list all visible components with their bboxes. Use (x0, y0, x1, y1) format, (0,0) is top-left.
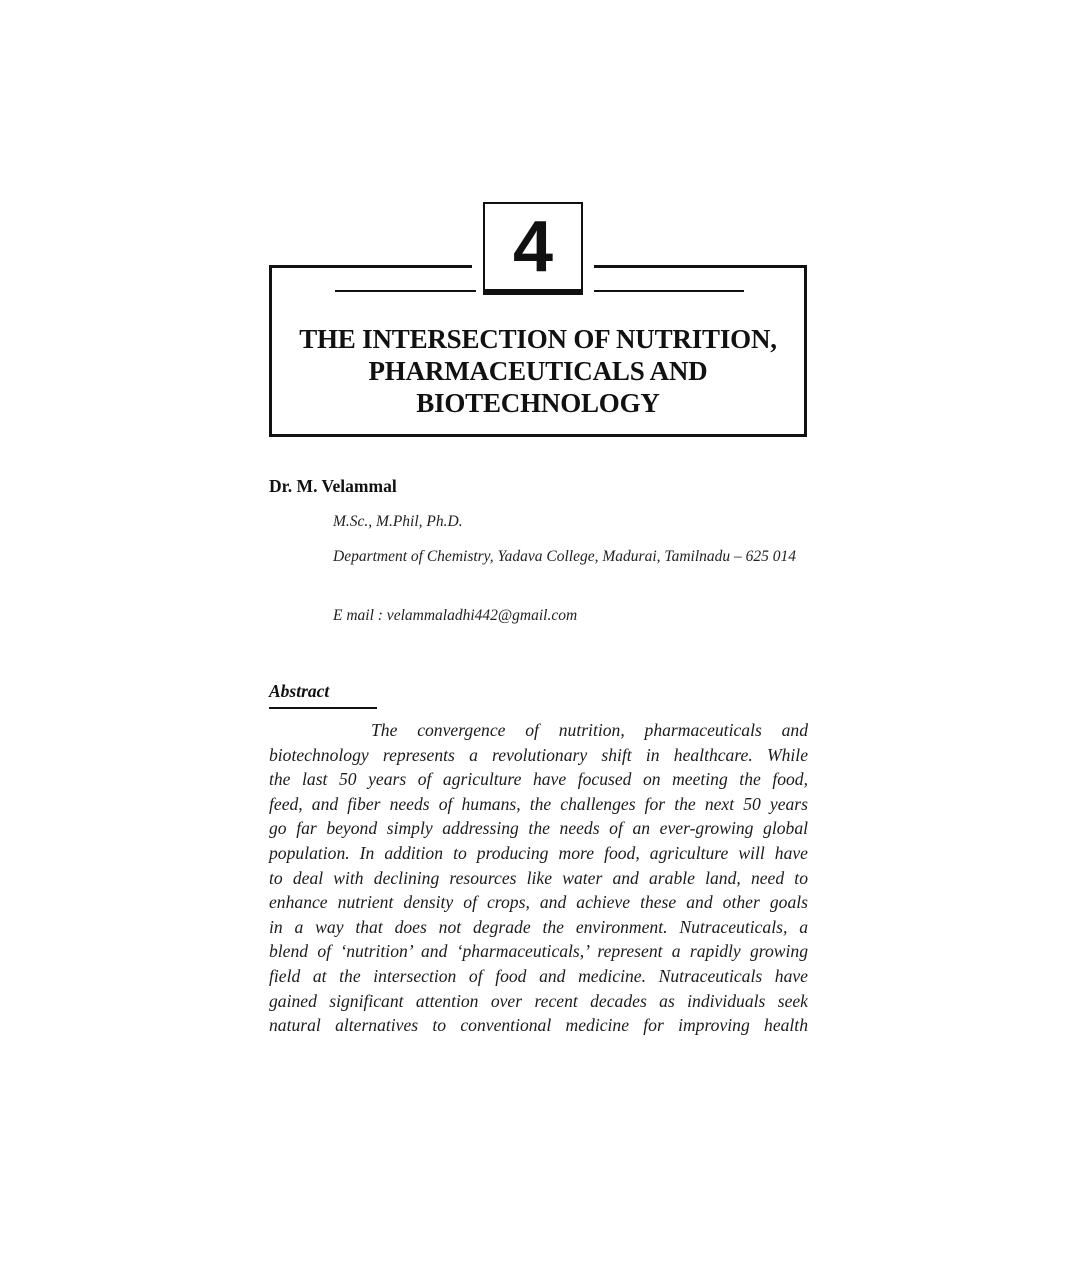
abstract-body (269, 718, 808, 1038)
abstract-line: go far beyond simply addressing the needs of an ever-growing global (269, 818, 808, 839)
abstract-line: biotechnology represents a revolutionary shift in healthcare. While (269, 744, 808, 765)
chapter-number: 4 (483, 202, 583, 295)
chapter-title-line: BIOTECHNOLOGY (416, 388, 660, 418)
abstract-line: blend of ‘nutrition’ and ‘pharmaceuticals,’ represent a rapidly growing (269, 941, 808, 962)
abstract-line: in a way that does not degrade the environment. Nutraceuticals, a (269, 916, 808, 937)
abstract-line: The convergence of nutrition, pharmaceuticals and (371, 720, 808, 740)
title-rule-left (335, 290, 476, 292)
title-rule-right (594, 290, 744, 292)
abstract-line: the last 50 years of agriculture have focused on meeting the food, (269, 769, 808, 790)
abstract-line: natural alternatives to conventional medicine for improving health (269, 1015, 808, 1036)
chapter-title-line: PHARMACEUTICALS AND (368, 356, 708, 386)
author-email: E mail : velammaladhi442@gmail.com (333, 607, 578, 624)
abstract-line: field at the intersection of food and medicine. Nutraceuticals have (269, 965, 808, 986)
abstract-line: to deal with declining resources like water and arable land, need to (269, 867, 808, 888)
chapter-title-line: THE INTERSECTION OF NUTRITION, (299, 324, 777, 354)
author-department: Department of Chemistry, Yadava College, Madurai, Tamilnadu – 625 014 (333, 548, 797, 565)
author-name: Dr. M. Velammal (269, 476, 397, 496)
abstract-line: enhance nutrient density of crops, and achieve these and other goals (269, 892, 808, 913)
chapter-title (272, 323, 804, 419)
abstract-heading: Abstract (269, 681, 377, 709)
abstract-line: gained significant attention over recent decades as individuals seek (269, 990, 808, 1011)
author-degrees: M.Sc., M.Phil, Ph.D. (333, 513, 463, 530)
abstract-line: feed, and fiber needs of humans, the challenges for the next 50 years (269, 793, 808, 814)
abstract-line: population. In addition to producing more food, agriculture will have (269, 842, 808, 863)
